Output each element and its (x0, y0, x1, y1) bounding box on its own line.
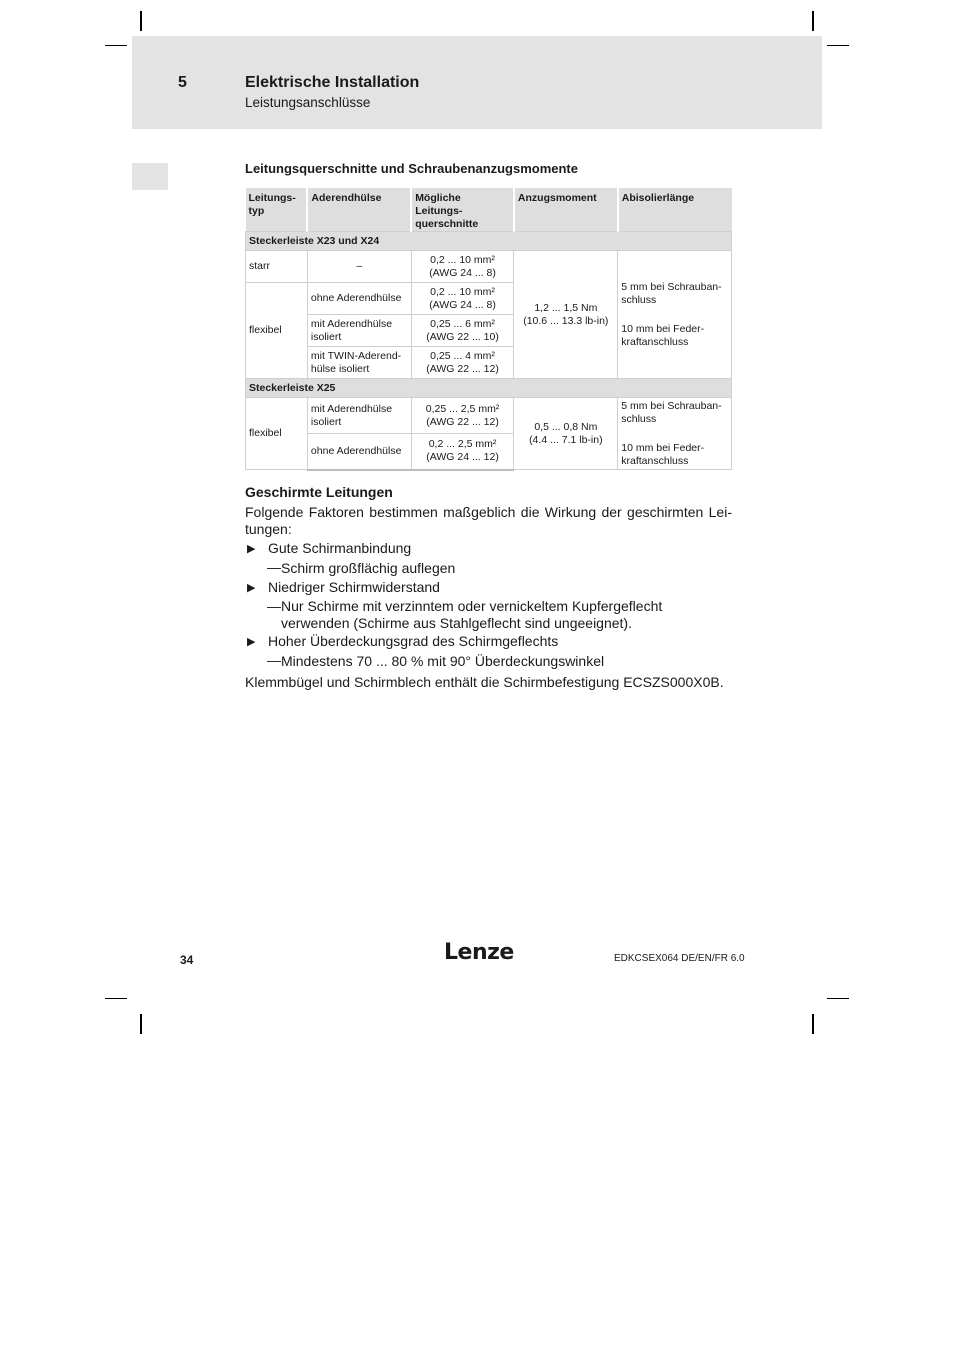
document-id: EDKCSEX064 DE/EN/FR 6.0 (614, 953, 745, 964)
list-item: Niedriger Schirmwiderstand (268, 579, 440, 595)
crop-mark (140, 11, 142, 31)
chapter-number: 5 (178, 74, 187, 91)
crop-mark (812, 11, 814, 31)
col-header-cross-section: Mögliche Leitungs-querschnitte (411, 188, 514, 232)
triangle-right-icon: ▶ (247, 543, 256, 555)
cell-cross-section: 0,25 ... 6 mm² (AWG 22 ... 10) (411, 315, 514, 347)
cell-cross-section: 0,2 ... 10 mm² (AWG 24 ... 8) (411, 283, 514, 315)
shielded-intro: Folgende Faktoren bestimmen maßgeblich die Wirkung der geschirmten Lei-tungen: (245, 504, 732, 537)
crop-mark (827, 45, 849, 46)
chapter-title: Elektrische Installation (245, 74, 420, 91)
cell-ferrule: mit Aderendhülse isoliert (307, 398, 411, 434)
triangle-right-icon: ▶ (247, 582, 256, 594)
sub-list-item: Nur Schirme mit verzinntem oder vernickeltem Kupfergeflecht verwenden (Schirme aus Stahlgeflecht sind ungeeignet). (281, 598, 663, 631)
page-number: 34 (180, 953, 194, 967)
cell-type: flexibel (246, 398, 308, 470)
chapter-subtitle: Leistungsanschlüsse (245, 95, 371, 110)
cell-ferrule: – (307, 251, 411, 283)
cell-torque: 1,2 ... 1,5 Nm (10.6 ... 13.3 lb-in) (514, 251, 618, 379)
list-item: Hoher Überdeckungsgrad des Schirmgeflechts (268, 633, 559, 649)
group-title: Steckerleiste X23 und X24 (246, 232, 732, 251)
cell-strip-length: 5 mm bei Schrauban-schluss 10 mm bei Feder-kraftanschluss (618, 251, 732, 379)
cell-strip-length: 5 mm bei Schrauban-schluss 10 mm bei Feder-kraftanschluss (618, 398, 732, 470)
crop-mark (827, 998, 849, 999)
cell-ferrule: ohne Aderendhülse (307, 434, 411, 470)
table-header-row (246, 188, 732, 232)
cell-ferrule: mit Aderendhülse isoliert (307, 315, 411, 347)
lenze-logo: Lenze (444, 940, 514, 965)
shielded-title: Geschirmte Leitungen (245, 484, 393, 500)
col-header-torque: Anzugsmoment (514, 188, 618, 232)
chapter-header-band (132, 36, 822, 129)
table-row (246, 398, 732, 434)
crop-mark (105, 998, 127, 999)
section-title: Leitungsquerschnitte und Schraubenanzugsmomente (245, 161, 578, 176)
crop-mark (105, 45, 127, 46)
closing-text: Klemmbügel und Schirmblech enthält die Schirmbefestigung ECSZS000X0B. (245, 674, 724, 690)
table-row (246, 251, 732, 283)
list-item: Gute Schirmanbindung (268, 540, 412, 556)
cell-type: flexibel (246, 283, 308, 379)
sub-list-item: Schirm großflächig auflegen (281, 560, 456, 576)
dash-icon: — (267, 598, 281, 614)
col-header-strip-length: Abisolierlänge (618, 188, 732, 232)
cell-cross-section: 0,25 ... 4 mm² (AWG 22 ... 12) (411, 347, 514, 379)
cell-cross-section: 0,2 ... 10 mm² (AWG 24 ... 8) (411, 251, 514, 283)
col-header-type: Leitungs-typ (246, 188, 308, 232)
group-row (246, 232, 732, 251)
col-header-ferrule: Aderendhülse (307, 188, 411, 232)
crop-mark (140, 1014, 142, 1034)
side-tab-marker (132, 163, 168, 190)
cell-type: starr (246, 251, 308, 283)
cell-cross-section: 0,2 ... 2,5 mm² (AWG 24 ... 12) (411, 434, 514, 470)
cable-spec-table (245, 188, 732, 471)
cell-ferrule: ohne Aderendhülse (307, 283, 411, 315)
crop-mark (812, 1014, 814, 1034)
dash-icon: — (267, 652, 281, 668)
triangle-right-icon: ▶ (247, 636, 256, 648)
cell-torque: 0,5 ... 0,8 Nm (4.4 ... 7.1 lb-in) (514, 398, 618, 470)
group-row (246, 379, 732, 398)
cell-ferrule: mit TWIN-Aderend-hülse isoliert (307, 347, 411, 379)
dash-icon: — (267, 559, 281, 575)
sub-list-item: Mindestens 70 ... 80 % mit 90° Überdeckungswinkel (281, 653, 605, 669)
cell-cross-section: 0,25 ... 2,5 mm² (AWG 22 ... 12) (411, 398, 514, 434)
group-title: Steckerleiste X25 (246, 379, 732, 398)
